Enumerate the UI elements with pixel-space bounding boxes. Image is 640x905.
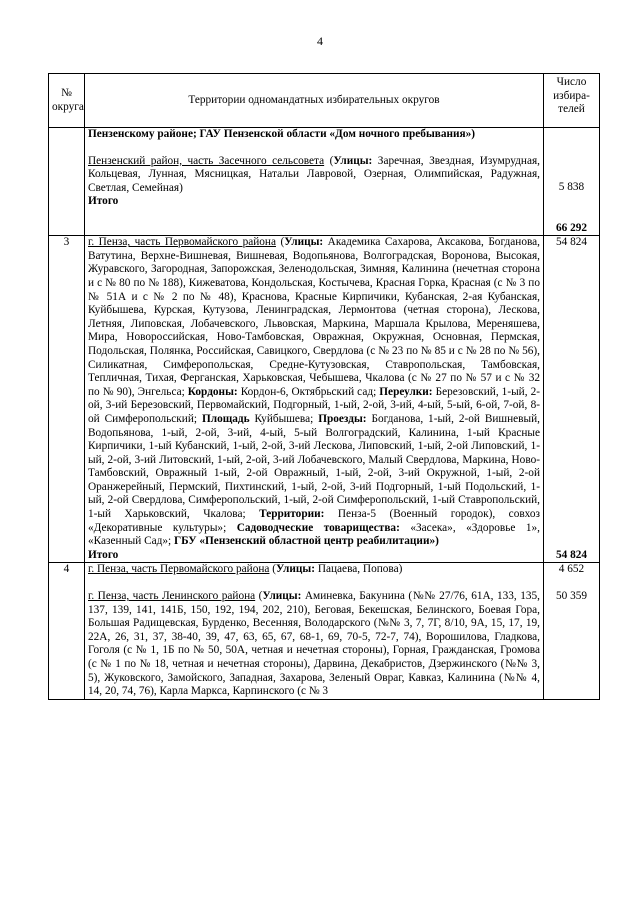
place-name: Пензенский район, часть Засечного сельсовета — [88, 154, 325, 167]
territory-paragraph: г. Пенза, часть Первомайского района (Улицы: Пацаева, Попова) — [88, 563, 403, 576]
page-number: 4 — [317, 34, 323, 48]
streets-label: Улицы: — [333, 154, 373, 167]
sad-list: «Засека», «Здоровье 1», «Казенный Сад»; — [88, 521, 541, 548]
voter-count: 50 359 — [555, 590, 588, 603]
streets-label: Улицы: — [284, 236, 324, 249]
district-number: 3 — [49, 236, 85, 563]
territory-cell — [85, 236, 544, 563]
streets-label: Улицы: — [262, 590, 302, 603]
streets-list: Пацаева, Попова) — [317, 563, 403, 576]
pereulki-label: Переулки: — [379, 385, 433, 398]
voter-count: 54 824 — [555, 236, 588, 249]
territory-cell — [85, 128, 544, 236]
territory-paragraph: г. Пенза, часть Ленинского района (Улицы: Аминевка, Бакунина (№№ 27/76, 61А, 133, 135, 137, 139, 141, 141Б, 150, 192, 194, 202, 210), Беговая, Бекешская, Белинского, Боевая Гора, Большая Радищевская, Бурденко, Весенняя, Володарского (№№ 3, 7, 7Г, 8/10, 9А, 15, 17, 19, 22А, 26, 31, 37, 38-40, 39, 47, 63, 65, 67, 68-1, 69, 70-5, 72-7, 74), Ворошилова, Гладкова, Гоголя (с № 1, 1Б по № 50, 50А, четная и нечетная стороны), Горная, Гражданская, Громова (с № 1 по № 18, четная и нечетная стороны), Дарвина, Декабристов, Дзержинского (№№ 3, 5), Жуковского, Замойского, Западная, Захарова, Зеленый Овраг, Кавказ, Калинина (№№ 4, 14, 20, 74, 76), Карла Маркса, Карпинского (с № 3 — [88, 590, 541, 698]
district-number-empty — [49, 128, 85, 236]
territory-paragraph: г. Пенза, часть Первомайского района (Улицы: Академика Сахарова, Аксакова, Богданова, Ватутина, Верхне-Вишневая, Вишневая, Водопьянова, Волгоградская, Воронова, Высокая, Журавского, Загородная, Запорожская, Зеленодольская, Зимняя, Калинина (нечетная сторона и с № 80 по № 188), Кижеватова, Кондольская, Костычева, Красная Горка, Красная (с № 3 по № 51А и с № 2 по № 48), Краснова, Красные Кирпичики, Кубанская, 2-ая Кубанская, Куйбышева, Курская, Кутузова, Ленинградская, Лермонтова (четная сторона), Лескова, Летняя, Липовская, Лобачевского, Львовская, Маркина, Маршала Крылова, Мереняшева, Мира, Новороссийская, Ново-Тамбовская, Овражная, Окружная, Основная, Пермская, Подольская, Полянка, Российская, Савицкого, Свердлова (с № 23 по № 85 и с № 28 по № 56), Силикатная, Симферопольская, Средне-Кутузовская, Ставропольская, Тамбовская, Тепличная, Тихая, Ферганская, Харьковская, Чебышева, Чкалова (с № 27 по № 57 и с № 32 по № 90), Энгельса; Кордоны: Кордон-6, Октябрьский сад; Переулки: Березовский, 1-ый, 2-ой, 3-ий Березовский, Первомайский, Подгорный, 1-ый, 2-ой, 3-ий, 4-ый, 5-ый, 6-ой, 7-ой, 8-ой Симферопольский; Площадь Куйбышева; Проезды: Богданова, 1-ый, 2-ой Вишневый, Водопьянова, 1-ый, 2-ой, 3-ий, 4-ый, 5-ый Волгоградский, Калинина, 1-ый Красные Кирпичики, 1-ый Кубанский, 1-ый, 2-ой, 3-ий Лескова, Липовский, 1-ый, 2-ой Липовский, 1-ый, 2-ой, 3-ий Литовский, 1-ый, 2-ой, 3-ий Лобачевского, Малый Свердлова, Маркина, Ново-Тамбовский, Овражный 1-ый, 2-ой Овражный, 1-ый, 2-ой, 3-ий Окружной, 1-ый, 2-ой Оранжерейный, Пермский, Пихтинский, 1-ый, 2-ой, 3-ий Подгорный, 1-ый Подольский, 1-ый, 2-ой Свердлова, Симферопольский, 1-ый, 2-ой Симферопольский, 1-ый Ставропольский, 1-ый Харьковский, Чкалова; Территории: Пенза-5 (Военный городок), совхоз «Декоративные культуры»; Садоводческие товарищества: «Засека», «Здоровье 1», «Казенный Сад»; ГБУ «Пензенский областной центр реабилитации») — [88, 236, 541, 548]
total-label: Итого — [88, 195, 119, 208]
proezdy-label: Проезды: — [318, 412, 367, 425]
territory-paragraph: Пензенский район, часть Засечного сельсовета (Улицы: Заречная, Звездная, Изумрудная, Кольцевая, Лунная, Мясницкая, Натальи Лавровой, Озерная, Олимпийская, Радужная, Светлая, Семейная) — [88, 154, 540, 194]
streets-list: Академика Сахарова, Аксакова, Богданова, Ватутина, Верхне-Вишневая, Вишневая, Водопьянова, Волгоградская, Воронова, Высокая, Журавского, Загородная, Запорожская, Зеленодольская, Зимняя, Калинина (нечетная сторона и с № 80 по № 188), Кижеватова, Кондольская, Костычева, Красная Горка, Красная (с № 3 по № 51А и с № 2 по № 48), Краснова, Красные Кирпичики, Кубанская, 2-ая Кубанская, Куйбышева, Курская, Кутузова, Ленинградская, Лермонтова (четная сторона), Лескова, Летняя, Липовская, Лобачевского, Львовская, Маркина, Маршала Крылова, Мереняшева, Мира, Новороссийская, Ново-Тамбовская, Овражная, Окружная, Основная, Пермская, Подольская, Полянка, Российская, Савицкого, Свердлова (с № 23 по № 85 и с № 28 по № 56), Силикатная, Симферопольская, Средне-Кутузовская, Ставропольская, Тамбовская, Тепличная, Тихая, Ферганская, Харьковская, Чебышева, Чкалова (с № 27 по № 57 и с № 32 по № 90), Энгельса; — [88, 236, 541, 398]
districts-table — [48, 73, 600, 700]
voter-count-cell — [544, 563, 600, 699]
territorii-label: Территории: — [259, 508, 325, 521]
kordony-label: Кордоны: — [187, 385, 238, 398]
place-name: г. Пенза, часть Ленинского района — [88, 590, 256, 603]
total-value: 54 824 — [555, 548, 588, 561]
table-row-district-4 — [49, 563, 600, 699]
proezdy-list: Богданова, 1-ый, 2-ой Вишневый, Водопьянова, 1-ый, 2-ой, 3-ий, 4-ый, 5-ый Волгоградский, Калинина, 1-ый Красные Кирпичики, 1-ый Кубанский, 1-ый, 2-ой, 3-ий Лескова, Липовский, 1-ый, 2-ой Липовский, 1-ый, 2-ой, 3-ий Литовский, 1-ый, 2-ой, 3-ий Лобачевского, Малый Свердлова, Маркина, Ново-Тамбовский, Овражный 1-ый, 2-ой Овражный, 1-ый, 2-ой, 3-ий Окружной, 1-ый, 2-ой Оранжерейный, Пермский, Пихтинский, 1-ый, 2-ой, 3-ий Подгорный, 1-ый Подольский, 1-ый, 2-ой Свердлова, Симферопольский, 1-ый, 2-ой Симферопольский, 1-ый Ставропольский, 1-ый Харьковский, Чкалова; — [88, 412, 540, 521]
streets-list: Заречная, Звездная, Изумрудная, Кольцевая, Лунная, Мясницкая, Натальи Лавровой, Озерная, Олимпийская, Радужная, Светлая, Семейная) — [88, 154, 540, 194]
place-name: г. Пенза, часть Первомайского района — [88, 563, 270, 576]
continued-text: Пензенскому районе; ГАУ Пензенской области «Дом ночного пребывания») — [88, 128, 476, 140]
table-row-continued — [49, 128, 600, 236]
place-name: г. Пенза, часть Первомайского района — [88, 236, 276, 249]
header-territories: Территории одномандатных избирательных округов — [85, 74, 544, 128]
table-row-district-3 — [49, 236, 600, 563]
voter-count: 4 652 — [558, 563, 585, 576]
table-header-row — [49, 74, 600, 128]
pereulki-list: Березовский, 1-ый, 2-ой, 3-ий Березовский, Первомайский, Подгорный, 1-ый, 2-ой, 3-ий, 4-ый, 5-ый, 6-ой, 7-ой, 8-ой Симферопольский; — [88, 385, 540, 425]
territory-cell — [85, 563, 544, 699]
streets-list: Аминевка, Бакунина (№№ 27/76, 61А, 133, 135, 137, 139, 141, 141Б, 150, 192, 194, 202, 210), Беговая, Бекешская, Белинского, Боевая Гора, Большая Радищевская, Бурденко, Весенняя, Володарского (№№ 3, 7, 7Г, 8/10, 9А, 15, 17, 19, 22А, 26, 31, 37, 38-40, 39, 47, 63, 65, 67, 68-1, 69, 70-5, 72-7, 74), Ворошилова, Гладкова, Гоголя (с № 1, 1Б по № 50, 50А, четная и нечетная стороны), Горная, Гражданская, Громова (с № 1 по № 18, четная и нечетная стороны), Дарвина, Декабристов, Дзержинского (№№ 3, 5), Жуковского, Замойского, Западная, Захарова, Зеленый Овраг, Кавказ, Калинина (№№ 4, 14, 20, 74, 76), Карла Маркса, Карпинского (с № 3 — [88, 590, 541, 698]
sad-label: Садоводческие товарищества: — [236, 521, 400, 534]
voter-count-cell — [544, 236, 600, 563]
kordony-list: Кордон-6, Октябрьский сад; — [240, 385, 377, 398]
gbu-name: ГБУ «Пензенский областной центр реабилитации») — [174, 535, 439, 548]
district-number: 4 — [49, 563, 85, 699]
total-label: Итого — [88, 548, 119, 561]
header-district-number: № округа — [49, 74, 85, 128]
streets-label: Улицы: — [276, 563, 315, 576]
voter-count-cell — [544, 128, 600, 236]
ploshad-list: Куйбышева; — [254, 412, 314, 425]
total-value: 66 292 — [555, 221, 588, 234]
voter-count: 5 838 — [558, 181, 585, 193]
ploshad-label: Площадь — [201, 412, 250, 425]
header-voter-count: Число избира-телей — [544, 74, 600, 128]
territorii-list: Пенза-5 (Военный городок), совхоз «Декоративные культуры»; — [88, 508, 541, 534]
